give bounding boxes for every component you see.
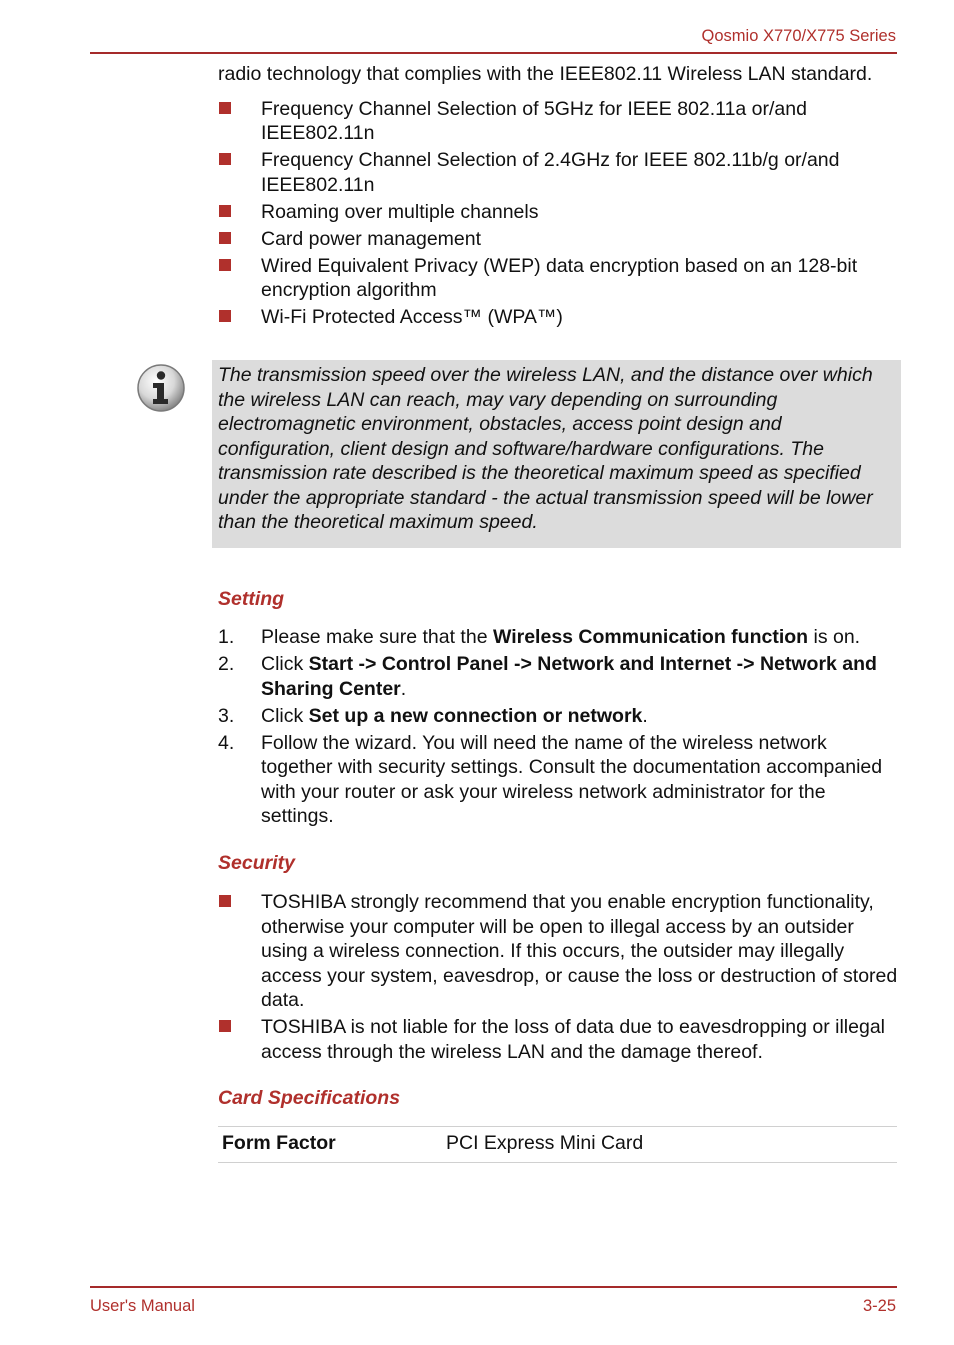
intro-paragraph: radio technology that complies with the IEEE802.11 Wireless LAN standard. (218, 63, 873, 85)
bullet-icon (219, 205, 231, 217)
list-item: Frequency Channel Selection of 2.4GHz for IEEE 802.11b/g or/and IEEE802.11n (218, 148, 898, 197)
setting-section (218, 625, 898, 831)
card-specs-heading: Card Specifications (218, 1087, 401, 1109)
bullet-icon (219, 259, 231, 271)
feature-section (218, 62, 898, 332)
spec-value: PCI Express Mini Card (446, 1132, 644, 1154)
note-box (212, 360, 901, 548)
setting-steps (218, 625, 898, 829)
list-item: Frequency Channel Selection of 5GHz for IEEE 802.11a or/and IEEE802.11n (218, 97, 898, 146)
security-section (218, 890, 898, 1067)
info-icon (136, 363, 186, 413)
security-list (218, 890, 898, 1064)
step-item: 2. Click Start -> Control Panel -> Network and Internet -> Network and Sharing Center. (218, 653, 877, 700)
footer-rule (90, 1286, 897, 1288)
step-item: 4. Follow the wizard. You will need the name of the wireless network together with security settings. Consult the documentation accompanied with your router or ask your wireless network administrator for the settings. (218, 731, 883, 827)
step-item: 3. Click Set up a new connection or network. (218, 704, 648, 727)
spec-key: Form Factor (222, 1132, 336, 1154)
bullet-icon (219, 310, 231, 322)
list-item: Wired Equivalent Privacy (WEP) data encryption based on an 128-bit encryption algorithm (218, 254, 898, 303)
list-item: Card power management (218, 227, 898, 252)
list-item: TOSHIBA strongly recommend that you enable encryption functionality, otherwise your computer will be open to illegal access by an outsider using a wireless connection. If this occurs, the outsider may illegally access your system, eavesdrop, or cause the loss or destruction of stored data. (218, 890, 898, 1013)
page-number: 3-25 (862, 1297, 896, 1315)
spec-table (218, 1126, 897, 1163)
security-heading: Security (218, 852, 295, 874)
bullet-icon (219, 232, 231, 244)
list-item: Roaming over multiple channels (218, 200, 898, 225)
footer-manual-label: User's Manual (90, 1297, 195, 1315)
step-item: 1. Please make sure that the Wireless Communication function is on. (218, 626, 861, 648)
bullet-icon (219, 1020, 231, 1032)
bullet-icon (219, 153, 231, 165)
note-text: The transmission speed over the wireless LAN, and the distance over which the wireless LAN can reach, may vary depending on surrounding electromagnetic environment, obstacles, access point design and configuration, client design and software/hardware configurations. The transmission rate described is the theoretical maximum speed as specified under the appropriate standard - the actual transmission speed will be lower than the theoretical maximum speed. (218, 364, 873, 533)
setting-heading: Setting (218, 588, 285, 610)
header-title: Qosmio X770/X775 Series (701, 27, 896, 45)
feature-list (218, 97, 898, 330)
list-item: TOSHIBA is not liable for the loss of data due to eavesdropping or illegal access through the wireless LAN and the damage thereof. (218, 1015, 898, 1064)
bullet-icon (219, 102, 231, 114)
bullet-icon (219, 895, 231, 907)
list-item: Wi-Fi Protected Access™ (WPA™) (218, 305, 898, 330)
header-rule (90, 52, 897, 54)
